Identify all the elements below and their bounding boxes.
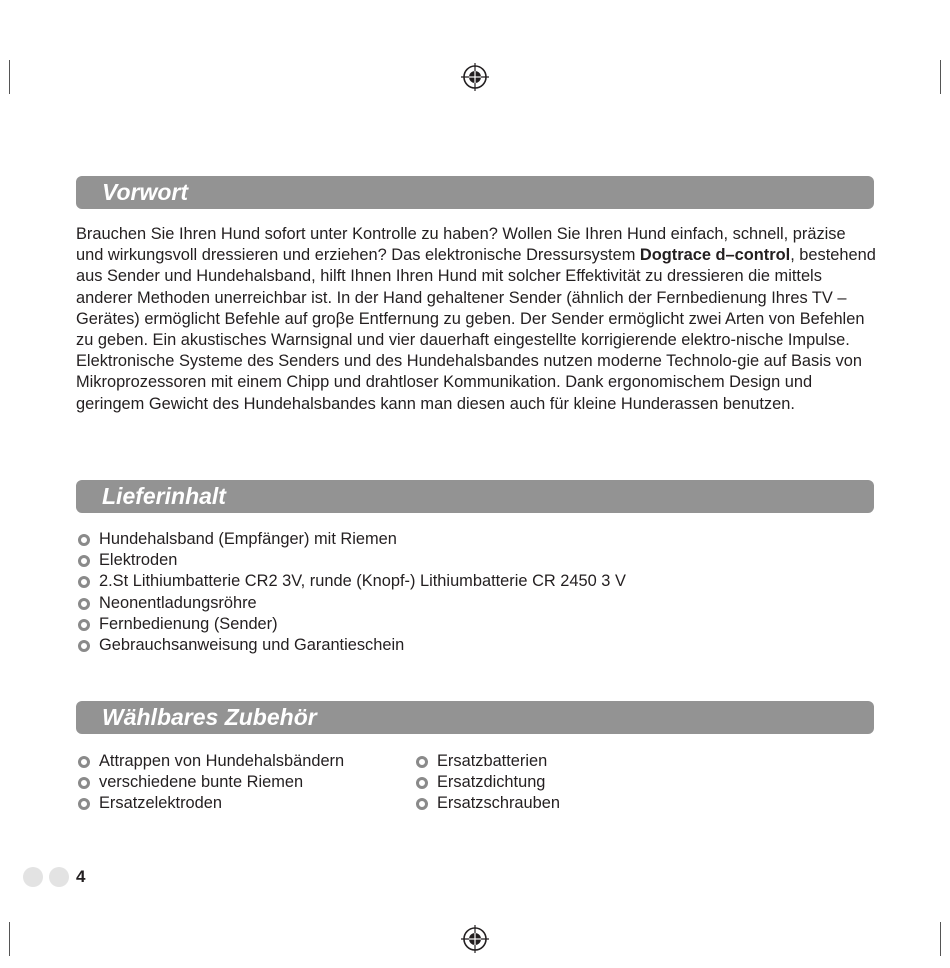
intro-text-before: Brauchen Sie Ihren Hund sofort unter Kontrolle zu haben? Wollen Sie Ihren Hund einfach, schnell, präzise und wirkungsvoll dressieren und erziehen? Das elektronische Dressursystem <box>76 225 846 265</box>
section-title: Lieferinhalt <box>102 483 226 509</box>
section-header-zubehoer <box>76 701 874 734</box>
list-item: Ersatzelektroden <box>76 793 344 814</box>
product-name: Dogtrace d–control <box>639 246 791 265</box>
intro-paragraph <box>76 224 876 415</box>
section-header-lieferinhalt <box>76 480 874 513</box>
list-item: Gebrauchsanweisung und Garantieschein <box>76 635 626 656</box>
list-item: Hundehalsband (Empfänger) mit Riemen <box>76 529 626 550</box>
delivery-contents-list <box>76 529 626 656</box>
intro-text-after: , bestehend aus Sender und Hundehalsband, hilft Ihnen Ihren Hund mit solcher Effektivität zu dressieren die mittels anderer Methoden unerreichbar ist. In der Hand gehaltener Sender (ähnlich der Fernbedienung Ihres TV – Gerätes) ermöglicht Befehle auf groβe Entfernung zu geben. Der Sender ermöglicht zwei Arten von Befehlen zu geben. Ein akustisches Warnsignal und vier dauerhaft eingestellte korrigierende elektro-nische Impulse. Elektronische Systeme des Senders und des Hundehalsbandes nutzen moderne Technolo-gie auf Basis von Mikroprozessoren mit einem Chipp und drahtloser Kommunikation. Dank ergonomischem Design und geringem Gewicht des Hundehalsbandes kann man diesen auch für kleine Hunderassen benutzen. <box>76 246 876 413</box>
registration-mark-icon <box>460 62 490 92</box>
page-number: 4 <box>76 867 86 886</box>
section-title: Vorwort <box>102 179 189 205</box>
list-item: Ersatzdichtung <box>414 772 560 793</box>
page-dot-decoration <box>23 867 43 887</box>
list-item: verschiedene bunte Riemen <box>76 772 344 793</box>
list-item: 2.St Lithiumbatterie CR2 3V, runde (Knopf-) Lithiumbatterie CR 2450 3 V <box>76 571 626 592</box>
list-item: Ersatzschrauben <box>414 793 560 814</box>
list-item: Neonentladungsröhre <box>76 593 626 614</box>
crop-mark-bottom-left <box>9 922 10 956</box>
accessories-list-right <box>414 751 560 815</box>
list-item: Attrappen von Hundehalsbändern <box>76 751 344 772</box>
section-title: Wählbares Zubehör <box>102 704 317 730</box>
crop-mark-bottom-right <box>940 922 941 956</box>
page-dot-decoration <box>49 867 69 887</box>
crop-mark-top-right <box>940 60 941 94</box>
list-item: Fernbedienung (Sender) <box>76 614 626 635</box>
accessories-list-left <box>76 751 344 815</box>
registration-mark-icon <box>460 924 490 954</box>
crop-mark-top-left <box>9 60 10 94</box>
list-item: Ersatzbatterien <box>414 751 560 772</box>
section-header-vorwort <box>76 176 874 209</box>
list-item: Elektroden <box>76 550 626 571</box>
